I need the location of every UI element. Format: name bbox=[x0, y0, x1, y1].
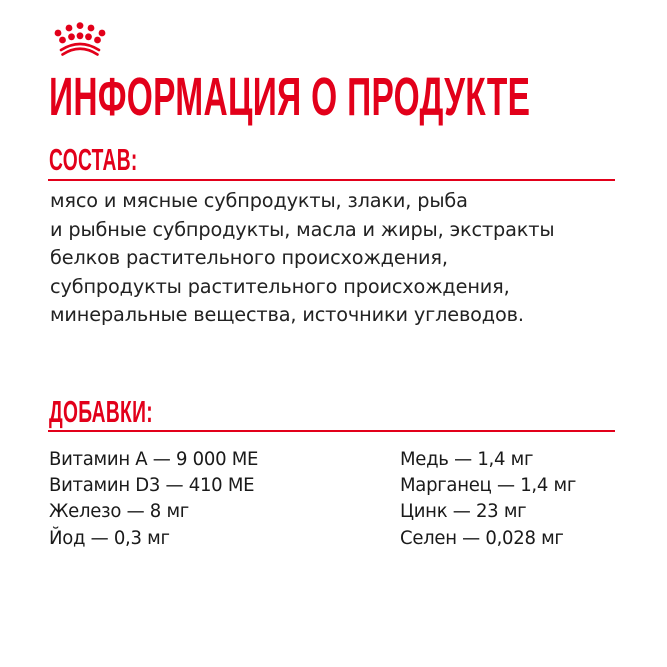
additive-item: Селен — 0,028 мг bbox=[400, 526, 564, 549]
page-title: ИНФОРМАЦИЯ О ПРОДУКТЕ bbox=[49, 67, 531, 127]
additives-heading: ДОБАВКИ: bbox=[49, 394, 153, 429]
additive-item: Витамин A — 9 000 МЕ bbox=[49, 448, 259, 470]
composition-line: минеральные вещества, источники углеводов. bbox=[50, 303, 524, 327]
additives-right-column bbox=[400, 446, 585, 551]
additives-divider bbox=[48, 430, 615, 432]
composition-line: белков растительного происхождения, bbox=[50, 246, 448, 270]
additive-item: Медь — 1,4 мг bbox=[400, 448, 534, 470]
composition-line: субпродукты растительного происхождения, bbox=[50, 274, 510, 298]
composition-line: мясо и мясные субпродукты, злаки, рыба bbox=[50, 189, 468, 212]
additives-left-column bbox=[49, 446, 269, 551]
additive-item: Витамин D3 — 410 МЕ bbox=[49, 474, 255, 497]
composition-heading: СОСТАВ: bbox=[49, 142, 138, 177]
additive-item: Цинк — 23 мг bbox=[400, 500, 527, 523]
additive-item: Железо — 8 мг bbox=[49, 500, 189, 523]
additive-item: Йод — 0,3 мг bbox=[49, 526, 170, 549]
composition-divider bbox=[48, 179, 615, 181]
additive-item: Марганец — 1,4 мг bbox=[400, 474, 577, 497]
composition-line: и рыбные субпродукты, масла и жиры, экстракты bbox=[50, 217, 555, 241]
royal-canin-crown-icon bbox=[52, 22, 108, 56]
composition-text bbox=[50, 187, 640, 330]
